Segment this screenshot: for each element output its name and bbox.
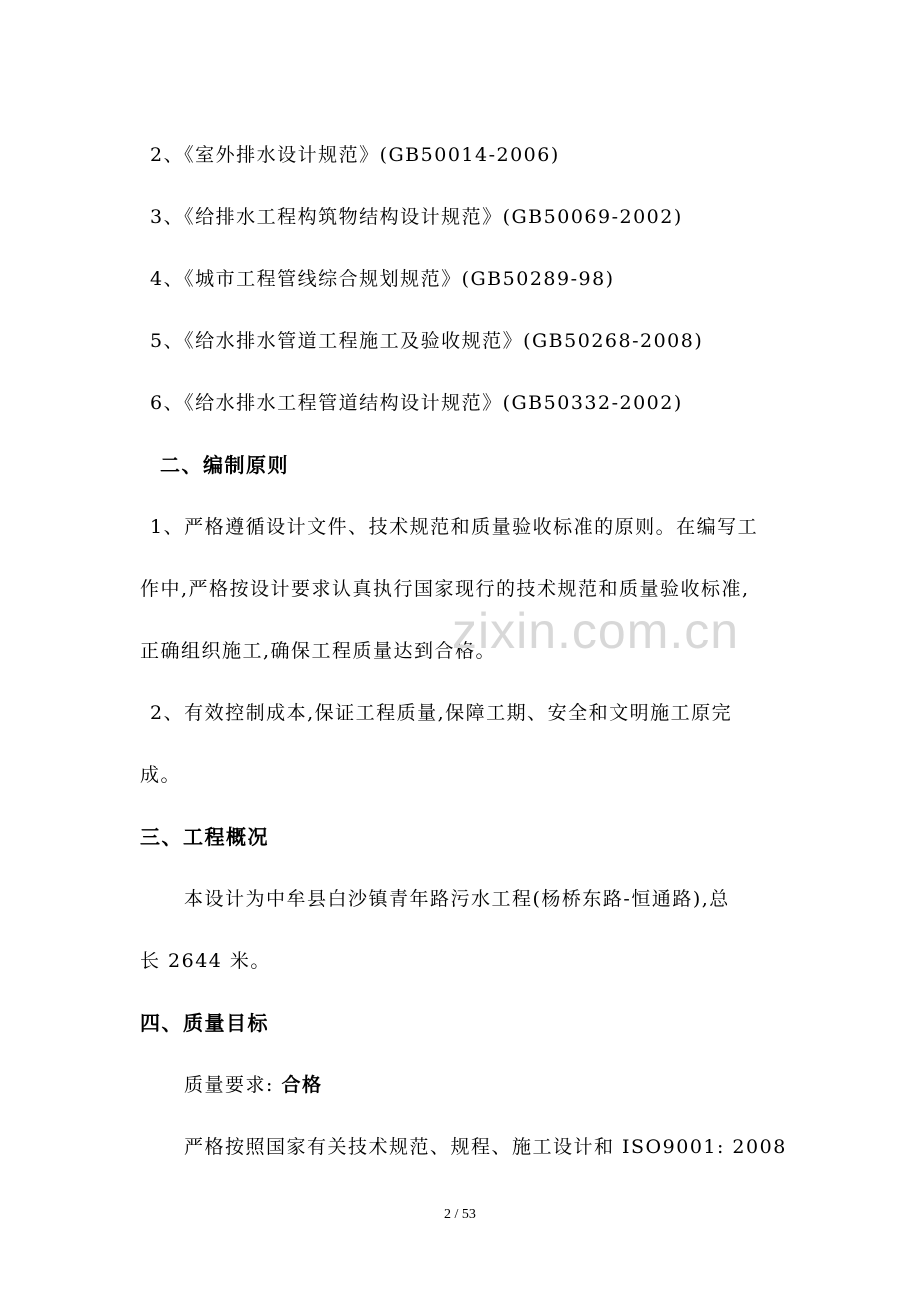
reference-line-4: 4、《城市工程管线综合规划规范》(GB50289-98)	[150, 268, 615, 290]
watermark: zixin.com.cn	[452, 603, 740, 659]
quality-requirement	[184, 1072, 322, 1098]
overview-line-2: 长 2644 米。	[140, 950, 271, 972]
quality-requirement-label: 质量要求:	[184, 1074, 274, 1096]
section-heading-quality: 四、质量目标	[140, 1011, 269, 1035]
quality-requirement-value: 合格	[281, 1074, 323, 1096]
reference-line-3: 3、《给排水工程构筑物结构设计规范》(GB50069-2002)	[150, 206, 683, 228]
quality-standard-line: 严格按照国家有关技术规范、规程、施工设计和 ISO9001: 2008	[184, 1136, 787, 1158]
reference-line-2: 2、《室外排水设计规范》(GB50014-2006)	[150, 144, 560, 166]
principle-1-line-2: 作中,严格按设计要求认真执行国家现行的技术规范和质量验收标准,	[140, 578, 750, 600]
page-number: 2 / 53	[444, 1207, 476, 1222]
reference-line-6: 6、《给水排水工程管道结构设计规范》(GB50332-2002)	[150, 392, 683, 414]
reference-line-5: 5、《给水排水管道工程施工及验收规范》(GB50268-2008)	[150, 330, 704, 352]
principle-2-line-2: 成。	[140, 764, 182, 786]
section-heading-overview: 三、工程概况	[140, 825, 269, 849]
principle-1-line-3: 正确组织施工,确保工程质量达到合格。	[140, 640, 497, 662]
principle-1-line-1: 1、严格遵循设计文件、技术规范和质量验收标准的原则。在编写工	[150, 516, 759, 538]
section-heading-principles: 二、编制原则	[160, 453, 289, 477]
principle-2-line-1: 2、有效控制成本,保证工程质量,保障工期、安全和文明施工原完	[150, 702, 733, 724]
overview-line-1: 本设计为中牟县白沙镇青年路污水工程(杨桥东路-恒通路),总	[184, 888, 730, 910]
